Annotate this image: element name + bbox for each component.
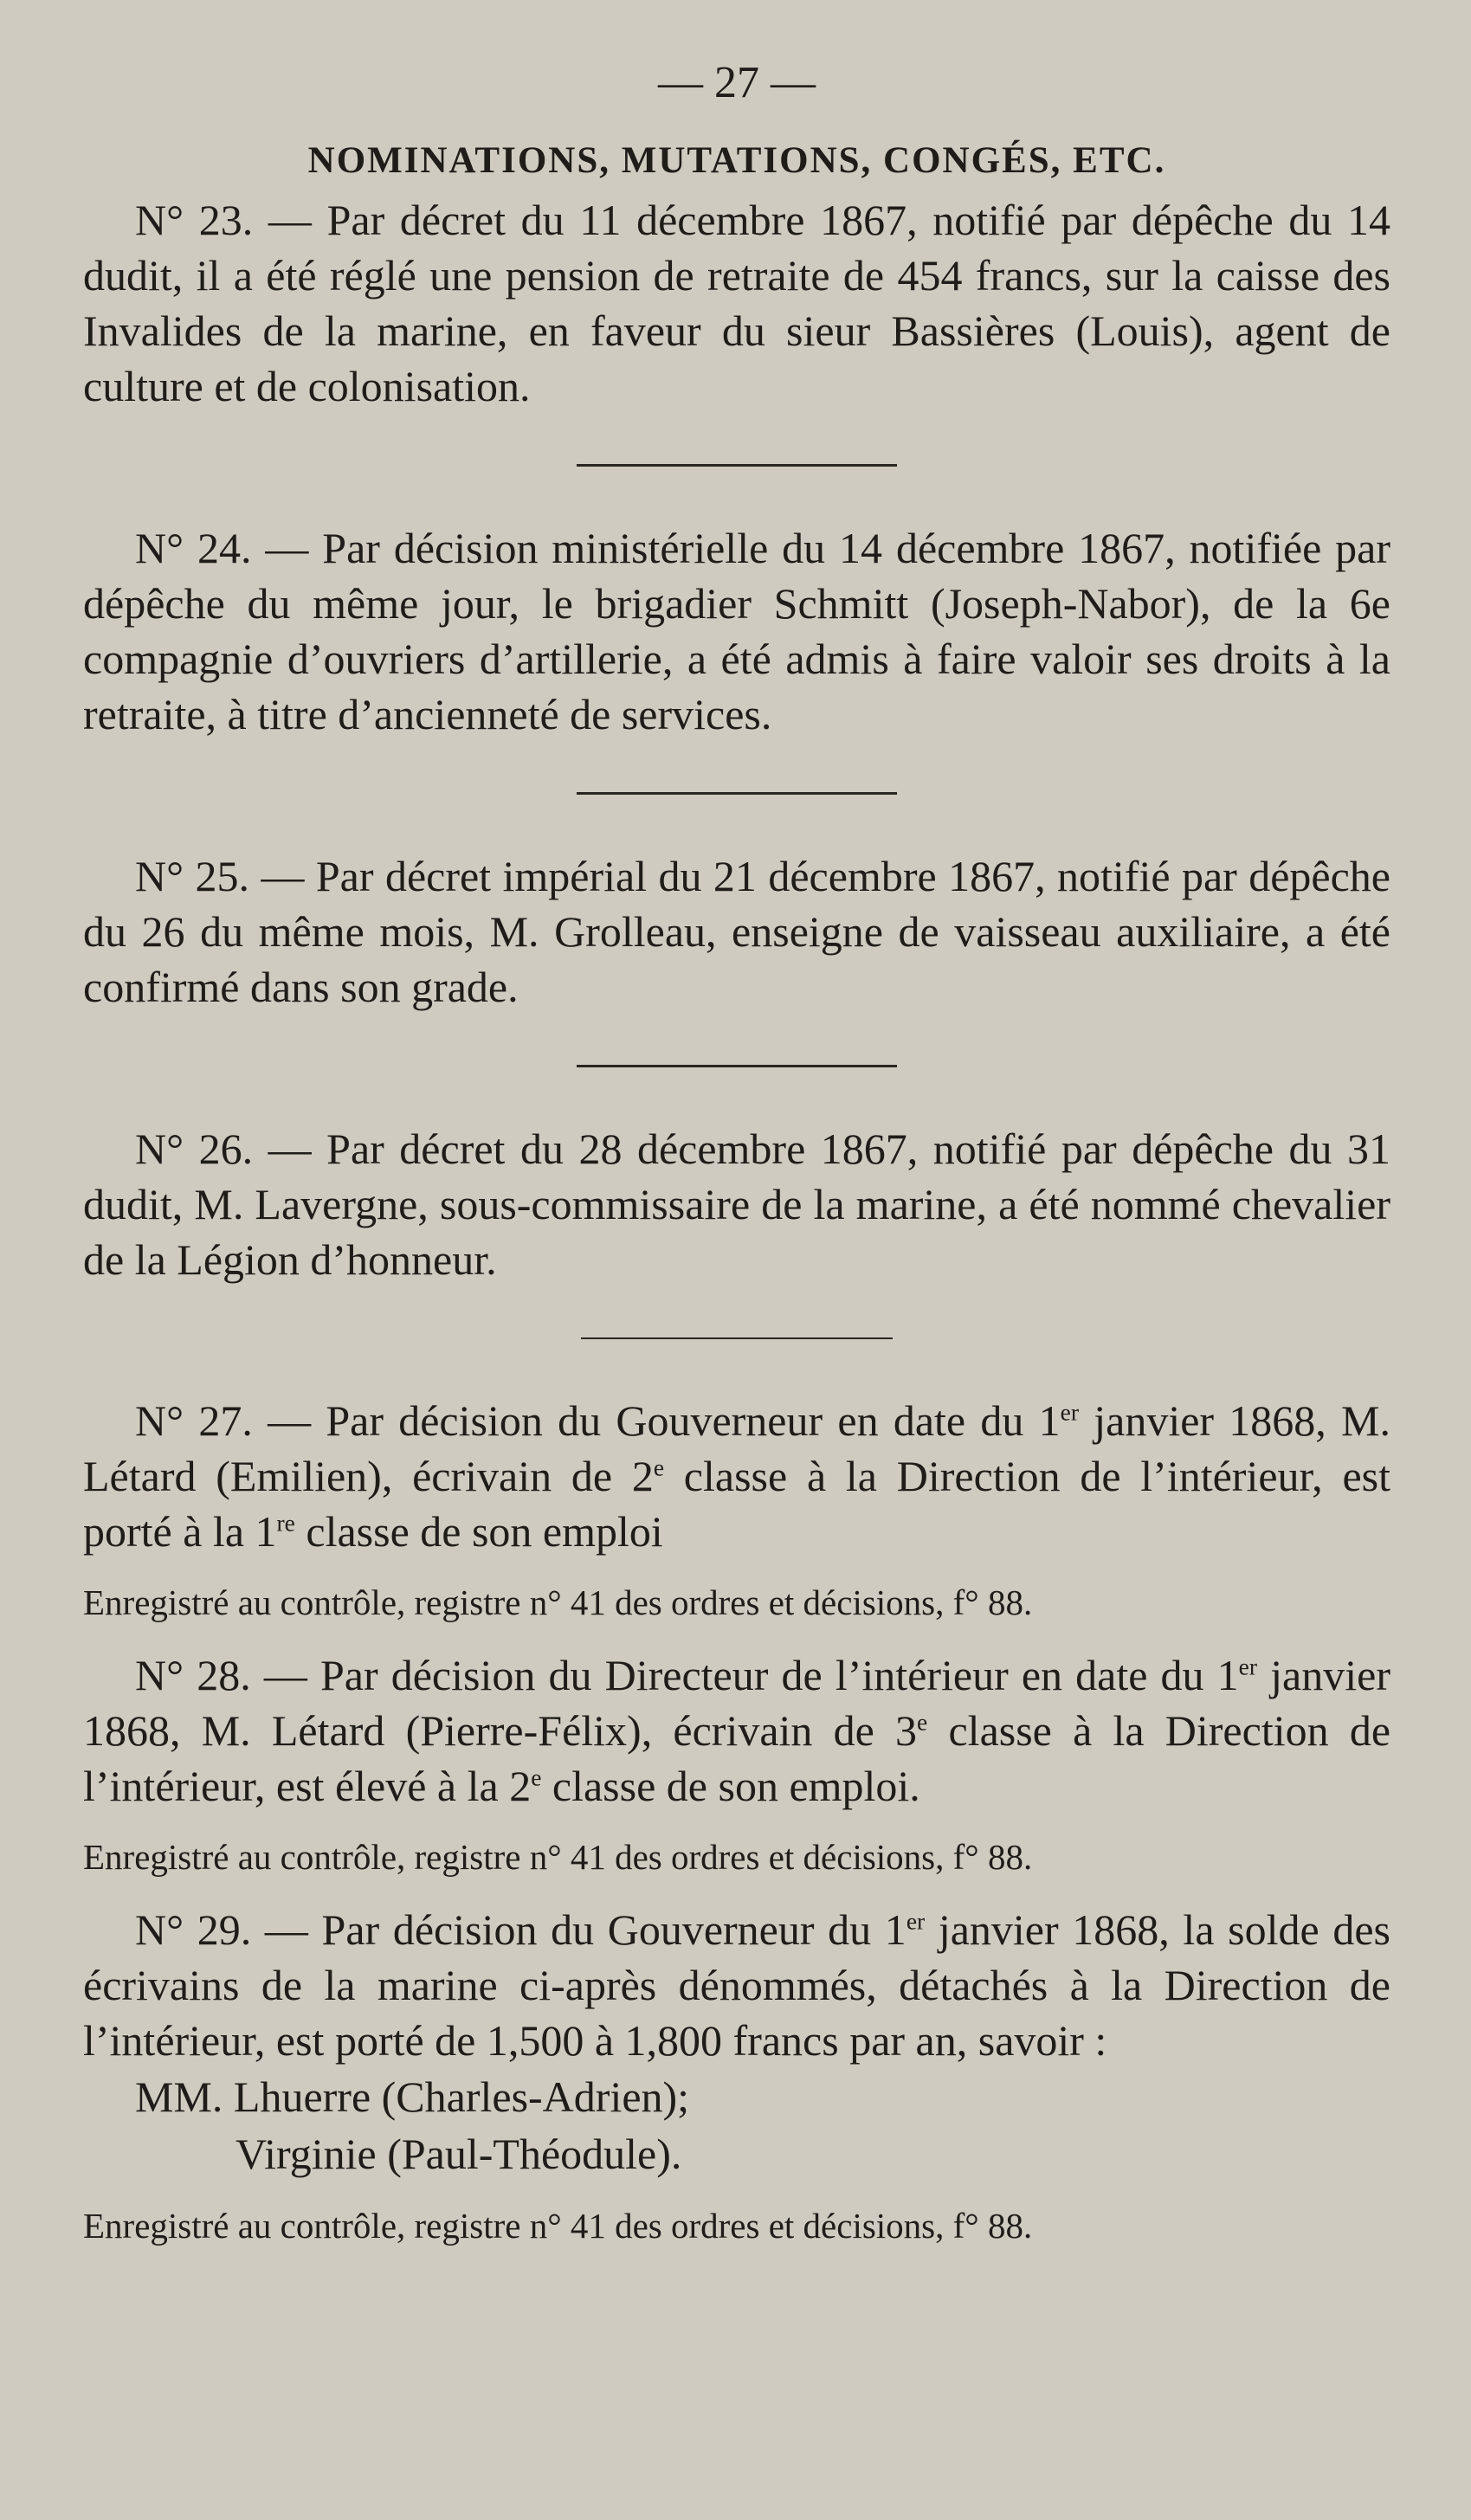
entry-26: N° 26. — Par décret du 28 décembre 1867, notifié par dépêche du 31 dudit, M. Lavergne, sous-commissaire de la marine, a été nommé chevalier de la Légion d’honneur. bbox=[83, 1125, 1390, 1284]
entry-27: N° 27. — Par décision du Gouverneur en date du 1er janvier 1868, M. Létard (Emilien), écrivain de 2e classe à la Direction de l’intérieur, est porté à la 1re classe de son emploi bbox=[83, 1396, 1390, 1556]
entry-29: N° 29. — Par décision du Gouverneur du 1er janvier 1868, la solde des écrivains de la marine ci-après dénommés, détachés à la Direction de l’intérieur, est porté de 1,500 à 1,800 francs par an, savoir : bbox=[83, 1905, 1390, 2065]
page-number: — 27 — bbox=[658, 58, 816, 107]
registry-note: Enregistré au contrôle, registre n° 41 des ordres et décisions, f° 88. bbox=[83, 1582, 1033, 1622]
section-title: NOMINATIONS, MUTATIONS, CONGÉS, ETC. bbox=[307, 140, 1166, 181]
entry-28: N° 28. — Par décision du Directeur de l’intérieur en date du 1er janvier 1868, M. Létard (Pierre-Félix), écrivain de 3e classe à la Direction de l’intérieur, est élevé à la 2e classe de son emploi. bbox=[83, 1651, 1391, 1810]
separator-rule bbox=[577, 464, 897, 467]
separator-rule bbox=[581, 1337, 893, 1339]
separator-rule bbox=[577, 792, 897, 795]
registry-note: Enregistré au contrôle, registre n° 41 des ordres et décisions, f° 88. bbox=[83, 1837, 1033, 1877]
entry-25: N° 25. — Par décret impérial du 21 décembre 1867, notifié par dépêche du 26 du même mois, M. Grolleau, enseigne de vaisseau auxiliaire, a été confirmé dans son grade. bbox=[83, 852, 1390, 1011]
entry-24: N° 24. — Par décision ministérielle du 14 décembre 1867, notifiée par dépêche du même jour, le brigadier Schmitt (Joseph-Nabor), de la 6e compagnie d’ouvriers d’artillerie, a été admis à faire valoir ses droits à la retraite, à titre d’ancienneté de services. bbox=[83, 524, 1390, 738]
entry-23: N° 23. — Par décret du 11 décembre 1867, notifié par dépêche du 14 dudit, il a été réglé une pension de retraite de 454 francs, sur la caisse des Invalides de la marine, en faveur du sieur Bassières (Louis), agent de culture et de colonisation. bbox=[83, 196, 1390, 410]
name-line: Virginie (Paul-Théodule). bbox=[235, 2130, 682, 2178]
separator-rule bbox=[577, 1065, 897, 1067]
document-page bbox=[83, 52, 1390, 2271]
registry-note: Enregistré au contrôle, registre n° 41 des ordres et décisions, f° 88. bbox=[83, 2206, 1033, 2246]
names-list bbox=[83, 2068, 1390, 2182]
name-line: MM. Lhuerre (Charles-Adrien); bbox=[135, 2072, 690, 2121]
